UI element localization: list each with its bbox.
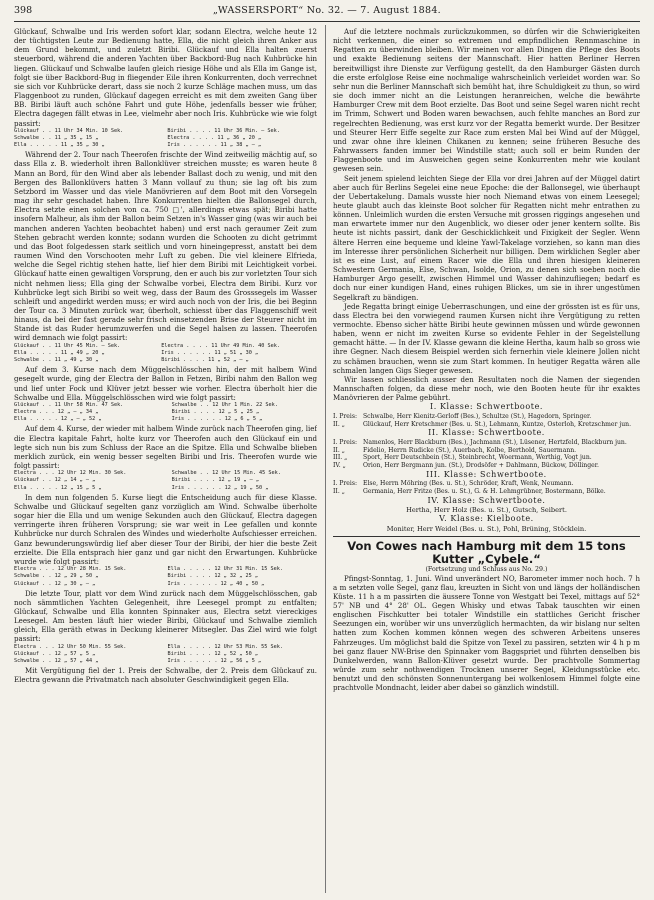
table-cell: Iris . . . . . . 12 „ 40 „ 50 „ — [167, 580, 265, 587]
table-cell: Schwalbe . . 11 „ 49 „ 30 „ — [14, 357, 99, 364]
result-text: Orion, Herr Bergmann jun. (St.), Drodsöfer + Dahlmann, Bückow, Döllinger. — [363, 461, 599, 469]
table-cell: Biribi . . . . 12 „ 5 „ 25 „ — [171, 409, 260, 416]
paragraph: Die letzte Tour, platt vor dem Wind zurück nach dem Müggelschlösschen, gab noch sämmtlichen Yachten Gelegenheit, ihre Leesegel prompt zu entfalten; Glückauf, Schwalbe und Ella konnten Spinnaker aus, Electra setzt viereckiges Leesegel. Am besten läuft hier wieder Biribi, Glückauf und Schwalbe ziemlich gleich, Ella geräth etwas in Deckung kleinerer Mitsegler. Das Ziel wird wie folgt passirt: — [14, 588, 317, 644]
table-row — [14, 573, 317, 580]
table-cell: Schwalbe . . 12 Uhr 1 Min. 22 Sek. — [171, 401, 278, 408]
table-cell: Electra . . . 12 Uhr 50 Min. 55 Sek. — [14, 643, 127, 650]
table-cell: Glückauf . . 12 „ 30 „ — „ — [14, 580, 96, 587]
article-title: Von Cowes nach Hamburg mit dem 15 tons Kutter „Cybele.“ — [347, 538, 626, 566]
paragraph: Mit Vergütigung fiel der 1. Preis der Schwalbe, der 2. Preis dem Glückauf zu. Electra gewann die Privatmatch nach absoluter Geschwindigkeit gegen Ella. — [14, 666, 317, 685]
article-header — [333, 536, 640, 574]
table-row — [14, 644, 317, 651]
paragraph: Glückauf, Schwalbe und Iris werden sofort klar, sodann Electra, welche heute 12 der tüchtigsten Leute zur Bedienung hatte, Ella, die nicht gleich ihren Anker aus dem Grund bekommt, und zuletzt Biribi. Glückauf und Ella halten zuerst steuerbord, während die anderen Yachten über Backbord-Bug nach Kuhbrücke hin liegen. Glückauf und Schwalbe laufen gleich riesige Höhe und als Ella im Gange ist, folgt sie über Backbord-Bug in fliegender Eile ihren Konkurrenten, doch verrechnet sie sich vor Kuhbrücke derart, dass sie noch 2 kurze Schläge machen muss, um das Flaggenboot zu runden, Glückauf dagegen erreicht es mit dem zweiten Gang über BB. Biribi läuft auch schöne Fahrt und gute Höhe, jedenfalls besser wie früher, Electra dagegen fällt etwas in Lee, vielmehr aber noch Iris. Kuhbrücke wie wie folgt passirt: — [14, 27, 317, 128]
table-cell: Ella . . . . . 12 „ 15 „ 5 „ — [14, 484, 102, 491]
times-table — [14, 644, 317, 666]
page-number: 398 — [14, 5, 33, 16]
table-row — [14, 581, 317, 588]
header-rule — [14, 21, 640, 22]
table-row — [14, 566, 317, 573]
result-row — [333, 488, 640, 496]
table-cell: Biribi . . . . 11 „ 52 „ — „ — [161, 357, 249, 364]
paragraph: Auf dem 3. Kurse nach dem Müggelschlösschen hin, der mit halbem Wind gesegelt wurde, ging der Electra der Ballon in Fetzen, Biribi nahm den Ballon weg und lief unter Fock und Klüver jetzt besser wie vorher. Electra überholt hier die Schwalbe und Ella. Müggelschlösschen wird wie folgt passirt: — [14, 365, 317, 402]
result-text: Else, Herrn Möhring (Bes. u. St.), Schröder, Kraft, Wenk, Neumann. — [363, 480, 574, 488]
table-cell: Iris . . . . . . 11 „ 38 „ — „ — [167, 142, 262, 149]
table-cell: Schwalbe . . 12 Uhr 15 Min. 45 Sek. — [171, 470, 281, 477]
prize-label: IV. „ — [333, 461, 346, 469]
table-cell: Iris . . . . . . 12 „ 19 „ 50 „ — [171, 484, 269, 491]
result-text: Moniter, Herr Weidel (Bes. u. St.), Pohl, Brüning, Stöcklein. — [386, 524, 587, 533]
paragraph: Seit jenem spielend leichten Siege der Ella vor drei Jahren auf der Müggel datirt aber auch für Berlins Segelei eine neue Epoche: die der Ballonsegel, wie überhaupt der Uebertakelung. Damals wusste hier noch Niemand etwas von einem Leesegel; heute glaubt auch das kleinste Boot solcher für Regatten nicht mehr entrathen zu können. Unleimlich wurden die ersten Versuche mit grossen riggings angesehen und man erwartete immer nur den Augenblick, wo dieser oder jener kentern sollte. Bis heute ist nichts passirt, dank der Geschicklichkeit und Fixigkeit der Segler. Wenn ältere Herren eine bequeme und kleine Yawl-Takelage vorziehen, so kann man dies im Interesse ihrer persönlichen Sicherheit nur billigen. Dem wirklichen Segler aber ist es eine Lust, auf einem Racer wie die Ella und ihren hiesigen kleineren Schwestern Germania, Else, Schwan, Isolde, Orion, zu denen sich soeben noch die Hamburger Argo gesellt, zwischen Himmel und Wasser dahinzufliegen; bedarf es doch nur einer kundigen Hand, eines ruhigen Blickes, um sie in ihrer ungestümen Segelkraft zu bändigen. — [333, 173, 640, 302]
table-row — [14, 357, 317, 364]
class-heading: IV. Klasse: Schwertboote. — [427, 495, 546, 505]
table-row — [14, 651, 317, 658]
table-row — [14, 402, 317, 409]
class-heading: V. Klasse: Kielboote. — [439, 514, 534, 524]
table-row — [14, 470, 317, 477]
table-cell: Electra . . . . 11 Uhr 49 Min. 40 Sek. — [161, 342, 280, 349]
paragraph: Jede Regatta bringt einige Ueberraschungen, und eine der grössten ist es für uns, dass Electra bei den vorwiegend raumen Kursen nicht ihre Vergütigung zu retten vermochte. Ebenso sicher hätte Biribi heute gewinnen müssen und würde gewonnen haben, wenn er nicht im zweiten Kurse so evidente Fehler in der Segelstellung gemacht hätte. — In der IV. Klasse gewann die kleine Hertha, kaum halb so gross wie ihre Gegner. Nach diesem Beispiel werden sich fernerhin viele kleinere Jollen nicht zu schämen brauchen, wenn sie zum Start kommen. In heutiger Regatta wären alle schmalen langen Gigs Sieger gewesen. — [333, 301, 640, 375]
paragraph: Pfingst-Sonntag, 1. Juni. Wind unverändert NO, Barometer immer noch hoch. 7 h a m setzten volle Segel, ganz flau, kreuzten in Sicht von und längs der holländischen Küste. 11 h a m passirten die äussere Tonne von Westgatt bei Texel, mittags auf 52° 57' NB und 4° 28' OL. Gegen Whisky und etwas Tabak tauschten wir einen englischen Fischkutter bei totaler Windstille ein stattliches Gericht frischer Seezungen ein, worüber wir uns unverzüglich hermachten, da wir bislang nur selten hatten zum Kochen kommen können wegen des schweren Arbeitens unseres Fahrzeuges. Um möglichst bald die Spitze von Texel zu passiren, setzten wir 4 h p m bei ganz flauer NW-Brise den Spinnaker vom Baggspriet und führten denselben bis Dunkelwerden, wann Ballon-Klüver gesetzt wurde. Der prachtvolle Sommertag würde zum sehr nothwendigen Trocknen unserer Segel, Kleidungsstücke etc. benutzt und den schönsten Sonnenuntergang bei wolkenlosem Himmel folgte eine prachtvolle Mondnacht, leider aber dabei so gänzlich windstill. — [333, 573, 640, 693]
result-row — [333, 454, 640, 462]
result-row — [333, 439, 640, 447]
table-row — [14, 485, 317, 492]
results-list — [333, 480, 640, 495]
result-text: Hertha, Herr Holz (Bes. u. St.), Gutsch, Seibert. — [406, 506, 567, 515]
table-cell: Iris . . . . . . 12 „ 56 „ 5 „ — [167, 658, 262, 665]
page-header — [14, 5, 640, 21]
table-cell: Biribi . . . . 12 „ 52 „ 50 „ — [167, 650, 259, 657]
table-row — [14, 142, 317, 149]
result-row — [333, 421, 640, 429]
table-cell: Electra . . . 12 Uhr 12 Min. 30 Sek. — [14, 470, 127, 477]
table-row — [14, 477, 317, 484]
paragraph: Auf die letztere nochmals zurückzukommen, so dürfen wir die Schwierigkeiten nicht verkennen, die einer so extremen und empfindlichen Rennmaschine in Regatten zu überwinden bleiben. Wir meinen vor allen Dingen die Pflege des Boots und exakte Bedienung seitens der Mannschaft. Hier hatten Berliner Herren bereitwilligst ihre Dienste zur Verfügung gestellt, da den Hamburger Gästen durch die erste erfolglose Reise eine nochmalige wahrscheinlich verleidet worden war. So sehr nun die Berliner Mannschaft sich bemüht hat, ihre Schuldigkeit zu thun, so wird sie doch immer nicht an die Leistungen heranreichen, welche die bewährte Hamburger Crew mit dem Boot erzielte. Das Boot und seine Segel waren nicht recht im Trimm, Schwert und Boden waren bewachsen, auch fehlte manches an Bord zur regelrechten Bedienung, was erst kurz vor der Regatta bemerkt wurde. Der Besitzer und Steurer Herr Eiffe segelte zur Race zum ersten Mal bei Wind auf der Müggel, und zwar ohne ihre kleinen Chikanen zu kennen; seine früheren Besuche des Fahrwassers fanden immer bei Windstille statt; auch soll er beim Runden der Flaggenboote und im Ausweichen gegen seine Konkurrenten mehr wie koulant gewesen sein. — [333, 27, 640, 174]
result-text: Namenlos, Herr Blackburn (Bes.), Jachmann (St.), Lüsener, Hertzfeld, Blackburn jun. — [363, 438, 627, 446]
class-heading: I. Klasse: Schwertboote. — [429, 402, 544, 412]
table-row — [14, 658, 317, 665]
results-list — [333, 439, 640, 470]
paragraph: Wir lassen schliesslich ausser den Resultaten noch die Namen der siegenden Mannschaften folgen, da diese mehr noch, wie den Booten heute für ihr exaktes Manövrieren der Palme gebührt. — [333, 374, 640, 403]
table-row — [14, 416, 317, 423]
prize-label: I. Preis: — [333, 412, 358, 420]
table-cell: Biribi . . . . 11 Uhr 36 Min. — Sek. — [167, 127, 280, 134]
table-cell: Iris . . . . . . 12 „ 6 „ 5 „ — [171, 416, 263, 423]
table-cell: Ella . . . . . 12 Uhr 31 Min. 15 Sek. — [167, 566, 284, 573]
times-table — [14, 128, 317, 150]
table-cell: Electra . . . . 11 „ 36 „ 20 „ — [167, 134, 262, 141]
table-cell: Biribi . . . . 12 „ 32 „ 25 „ — [167, 573, 259, 580]
table-cell: Glückauf . . 12 „ 14 „ — „ — [14, 477, 96, 484]
masthead: „WASSERSPORT“ No. 32. — 7. August 1884. — [213, 5, 441, 16]
result-row — [333, 447, 640, 455]
table-cell: Ella . . . . . 11 „ 49 „ 20 „ — [14, 349, 105, 356]
table-cell: Schwalbe . . 11 „ 35 „ 15 „ — [14, 134, 99, 141]
result-text: Glückauf, Herr Kretschmer (Bes. u. St.), Lehmann, Kuntze, Osterloh, Kretzschmer jun. — [363, 420, 632, 428]
table-cell: Glückauf . . 11 Uhr 34 Min. 10 Sek. — [14, 127, 124, 134]
prize-label: II. „ — [333, 446, 345, 454]
table-cell: Glückauf . . 12 „ 57 „ 5 „ — [14, 650, 96, 657]
left-column — [14, 27, 317, 893]
class-heading: II. Klasse: Schwertboote. — [428, 428, 545, 438]
article-subtitle: (Fortsetzung und Schluss aus No. 29.) — [425, 565, 548, 573]
prize-label: III. „ — [333, 454, 348, 462]
result-text: Germania, Herr Fritze (Bes. u. St.), G. & H. Lehmgrübner, Bostermann, Bölke. — [363, 487, 606, 495]
result-text: Schwalbe, Herr Kienitz-Gerloff (Bes.), Schultze (St.), Hagedorn, Springer. — [363, 412, 592, 420]
table-cell: Biribi . . . . 12 „ 19 „ — „ — [171, 477, 260, 484]
result-row — [333, 462, 640, 470]
table-cell: Glückauf . . 11 Uhr 58 Min. 47 Sek. — [14, 401, 124, 408]
table-cell: Schwalbe . . 12 „ 29 „ 50 „ — [14, 573, 99, 580]
table-row — [14, 135, 317, 142]
class-heading: III. Klasse: Schwertboote. — [426, 469, 547, 479]
table-cell: Iris . . . . . . 11 „ 51 „ 30 „ — [161, 349, 259, 356]
table-cell: Ella . . . . . 11 „ 35 „ 30 „ — [14, 142, 105, 149]
table-cell: Ella . . . . . 12 „ — „ 52 „ — [14, 416, 102, 423]
paragraph: In dem nun folgenden 5. Kurse liegt die Entscheidung auch für diese Klasse. Schwalbe und Glückauf segelten ganz vorzüglich am Wind. Schwalbe überholte sogar hier die Ella und um wenige Sekunden auch den Glückauf, Electra dagegen verringerte ihren früheren Vorsprung; sie war weit in Lee gefallen und konnte Kuhbrücke nur durch Schralen des Windes und wiederholte Aufschiesser erreichen. Ganz bewunderungswürdig lief aber dieser Tour der Biribi, der hier die beste Zeit erzielte. Die Ella entsprach hier ganz und gar nicht den Erwartungen. Kuhbrücke wurde wie folgt passirt: — [14, 492, 317, 566]
prize-label: I. Preis: — [333, 438, 358, 446]
results-list — [333, 413, 640, 428]
paragraph: Auf dem 4. Kurse, der wieder mit halbem Winde zurück nach Theerofen ging, lief die Electra kapitale Fahrt, holte kurz vor Theerofen auch den Glückauf ein und legte sich nun bis zum Schluss der Race an die Spitze. Ella und Schwalbe blieben merklich zurück, ein wenig besser segelten Biribi und Iris. Theerofen wurde wie folgt passirt: — [14, 424, 317, 471]
right-column — [333, 27, 640, 893]
table-cell: Electra . . . 12 „ — „ 34 „ — [14, 409, 99, 416]
times-table — [14, 566, 317, 588]
times-table — [14, 470, 317, 492]
result-row — [333, 480, 640, 488]
result-text: Sport, Herr Deutschbein (St.), Steinbrecht, Woermann, Werthig, Vogt jun. — [363, 454, 592, 462]
table-cell: Electra . . . 12 Uhr 28 Min. 15 Sek. — [14, 566, 127, 573]
table-row — [14, 350, 317, 357]
table-row — [14, 409, 317, 416]
table-cell: Ella . . . . . 12 Uhr 53 Min. 55 Sek. — [167, 643, 284, 650]
result-text: Fidelio, Herrn Rudicke (St.), Auerbach, Kolbe, Berthold, Sauermann. — [363, 446, 577, 454]
paragraph: Während der 2. Tour nach Theerofen frischte der Wind zeitweilig mächtig auf, so dass Ella z. B. wiederholt ihren Ballonklüver streichen musste; es waren heute 8 Mann an Bord, für den Wind aber als lebender Ballast doch zu wenig, und mit den Bergen des Ballonklüvers hatten 3 Mann vollauf zu thun; sie lag oft bis zum Setzbord im Wasser und das viele Manövrieren auf dem Boot mit den Vorsegeln mag ihr sehr geschadet haben. Ihre Konkurrenten hielten die Ballonsegel durch, Electra setzte einen solchen von ca. 750 □', allerdings etwas spät; Biribi hatte insofern Malheur, als ihm der Ballon beim Setzen in's Wasser ging (was wir auch bei manchen anderen Yachten beobachtet haben) und erst nach geraumer Zeit zum Stehen gebracht werden konnte; sodann wurden die Schooten zu dicht getrimmt und das Boot folgedessen stark seitlich und vorn hineingepresst, anstatt bei dem raumen Wind den Vorschooten mehr Luft zu geben. Die viel kleinere Elfrieda, welche die Segel richtig stehen hatte, lief hier dem Biribi mit Leichtigkeit vorbei. Glückauf hatte einen gewaltigen Vorsprung, den er auch bis zur vorletzten Tour sich nicht nehmen liess; Ella ging der Schwalbe vorbei, Electra dem Biribi. Kurz vor Kuhbrücke legt sich Biribi so weit weg, dass der Baum des Grosssegels im Wasser schleift und angedirkt werden muss; er wird auch noch von der Iris, die bei Beginn der Tour ca. 3 Minuten zurück war, überholt, schiesst über das Flaggenschiff weit hinaus, da bei der fast gerade sehr frisch einsetzenden Brise der Steurer nicht im Stande ist das Ruder herumzuwerfen und die Segel halsen zu lassen. Theerofen wird demnach wie folgt passirt: — [14, 150, 317, 343]
column-divider — [325, 25, 326, 893]
table-row — [14, 128, 317, 135]
times-table — [14, 343, 317, 365]
result-row — [333, 413, 640, 421]
table-cell: Glückauf . . 11 Uhr 45 Min. — Sek. — [14, 342, 121, 349]
prize-label: II. „ — [333, 487, 345, 495]
times-table — [14, 402, 317, 424]
prize-label: II. „ — [333, 420, 345, 428]
table-cell: Schwalbe . . 12 „ 57 „ 44 „ — [14, 658, 99, 665]
prize-label: I. Preis: — [333, 480, 358, 488]
table-row — [14, 343, 317, 350]
